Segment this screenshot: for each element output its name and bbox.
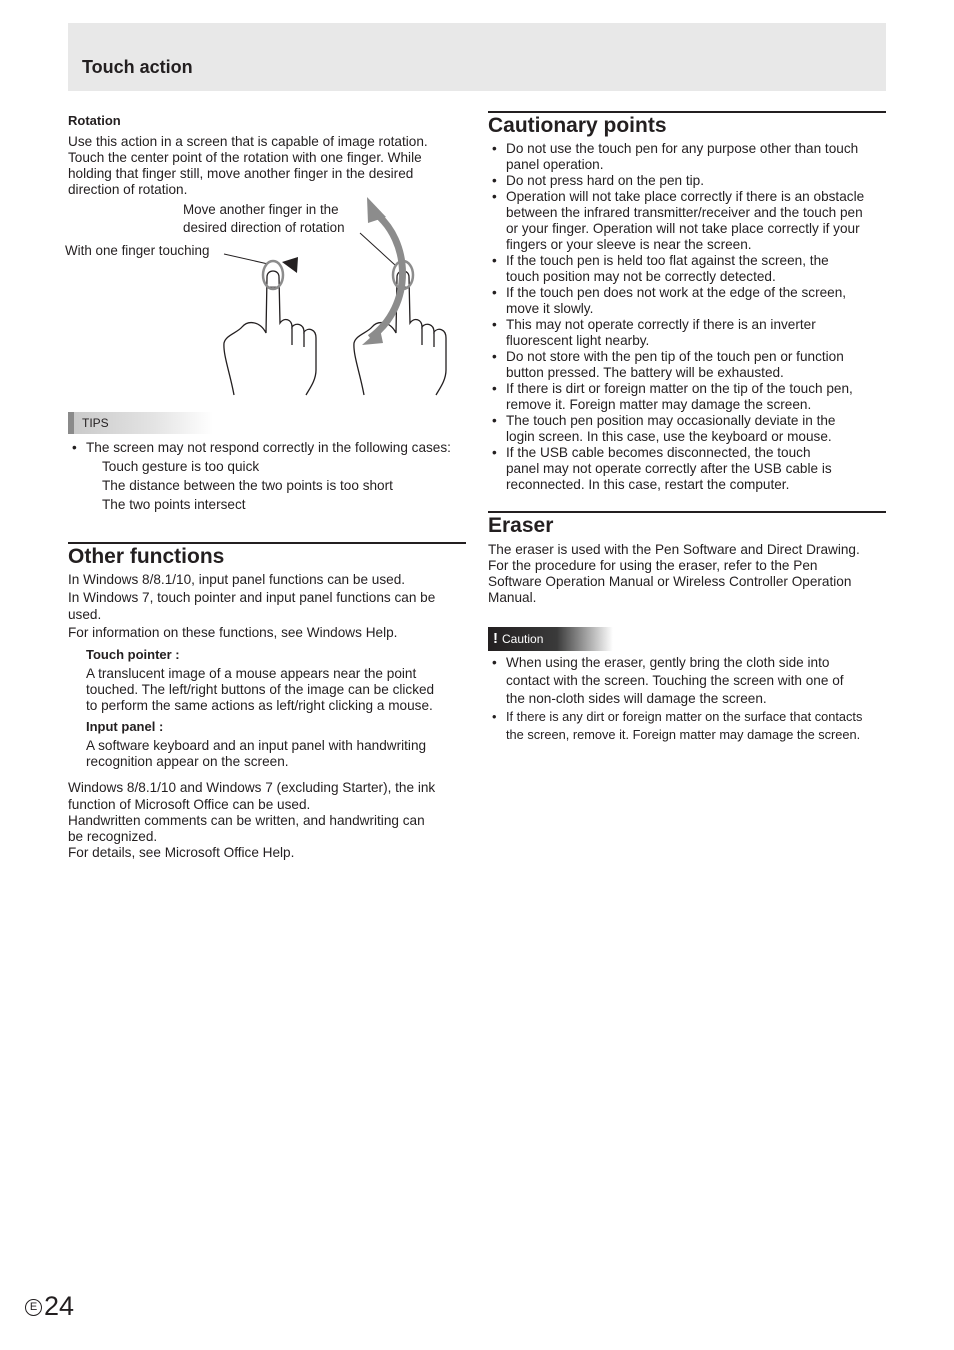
list-item: • Do not use the touch pen for any purpose other than touch panel operation.: [488, 141, 886, 173]
one-finger-label: With one finger touching: [65, 243, 210, 258]
tips-item: Touch gesture is too quick: [102, 459, 260, 474]
tips-banner: [68, 412, 213, 434]
input-panel-text: A software keyboard and an input panel with handwriting recognition appear on the screen.: [86, 738, 427, 769]
caution-label: Caution: [502, 632, 544, 646]
rotation-description: Use this action in a screen that is capable of image rotation. Touch the center point of the rotation with one finger. While holding that finger still, move another finger in the desired direction of rotation.: [68, 134, 428, 197]
touch-pointer-text: A translucent image of a mouse appears near the point touched. The left/right buttons of the image can be clicked to perform the same actions as left/right clicking a mouse.: [86, 666, 435, 713]
tips-label: TIPS: [82, 416, 109, 430]
language-marker: E: [25, 1299, 42, 1316]
move-finger-label: Move another finger in the desired direction of rotation: [183, 202, 345, 235]
leader-line-touch: [224, 254, 268, 264]
list-item: • Do not press hard on the pen tip.: [488, 173, 886, 189]
press-arrow-icon: [282, 257, 298, 273]
list-item: • If the touch pen is held too flat against the screen, the touch position may not be correctly detected.: [488, 253, 886, 285]
tips-list: • The screen may not respond correctly in the following cases: Touch gesture is too quick The distance between the two points is too short The two points intersect: [68, 438, 468, 514]
cautionary-points-list: [488, 141, 886, 493]
list-item: • Do not store with the pen tip of the touch pen or function button pressed. The battery will be exhausted.: [488, 349, 886, 381]
ink-function-text: Windows 8/8.1/10 and Windows 7 (excluding Starter), the ink function of Microsoft Office can be used. Handwritten comments can be written, and handwriting can be recognized. For details, see Microsoft Office Help.: [68, 780, 436, 860]
rotation-illustration: [210, 195, 470, 400]
other-functions-title: Other functions: [68, 542, 466, 569]
page-section-title: Touch action: [82, 57, 193, 77]
rotation-heading: Rotation: [68, 113, 121, 128]
tips-item: The two points intersect: [102, 497, 246, 512]
cautionary-points-title: Cautionary points: [488, 111, 886, 138]
eraser-caution-list: [488, 654, 888, 744]
caution-banner: [488, 627, 613, 651]
exclamation-icon: !: [493, 630, 498, 647]
input-panel-heading: Input panel :: [86, 719, 164, 734]
list-item: • The touch pen position may occasionally deviate in the login screen. In this case, use the keyboard or mouse.: [488, 413, 886, 445]
eraser-description: The eraser is used with the Pen Software and Direct Drawing. For the procedure for using the eraser, refer to the Pen Software Operation Manual or Wireless Controller Operation Manual.: [488, 542, 860, 605]
eraser-title: Eraser: [488, 511, 886, 538]
list-item: • When using the eraser, gently bring the cloth side into contact with the screen. Touching the screen with one of the non-cloth sides will damage the screen.: [488, 654, 888, 708]
page-number: 24: [44, 1291, 75, 1321]
rotation-arrowhead-down-icon: [362, 329, 383, 345]
list-item: • This may not operate correctly if there is an inverter fluorescent light nearby.: [488, 317, 886, 349]
touch-pointer-heading: Touch pointer :: [86, 647, 180, 662]
list-item: • Operation will not take place correctly if there is an obstacle between the infrared transmitter/receiver and the touch pen or your finger. Operation will not take place correctly if your fingers or your sleeve is near the screen.: [488, 189, 886, 253]
leader-line-move: [360, 233, 395, 265]
list-item: • If there is dirt or foreign matter on the tip of the touch pen, remove it. Foreign matter may damage the screen.: [488, 381, 886, 413]
tips-item: The distance between the two points is too short: [102, 478, 393, 493]
list-item: • If there is any dirt or foreign matter on the surface that contacts the screen, remove it. Foreign matter may damage the screen.: [488, 708, 888, 744]
list-item: • If the touch pen does not work at the edge of the screen, move it slowly.: [488, 285, 886, 317]
list-item: • If the USB cable becomes disconnected, the touch panel may not operate correctly after the USB cable is reconnected. In this case, restart the computer.: [488, 445, 886, 493]
other-functions-intro: In Windows 8/8.1/10, input panel functions can be used. In Windows 7, touch pointer and input panel functions can be used. For information on these functions, see Windows Help.: [68, 572, 436, 640]
touch-point-icon: [263, 261, 283, 289]
